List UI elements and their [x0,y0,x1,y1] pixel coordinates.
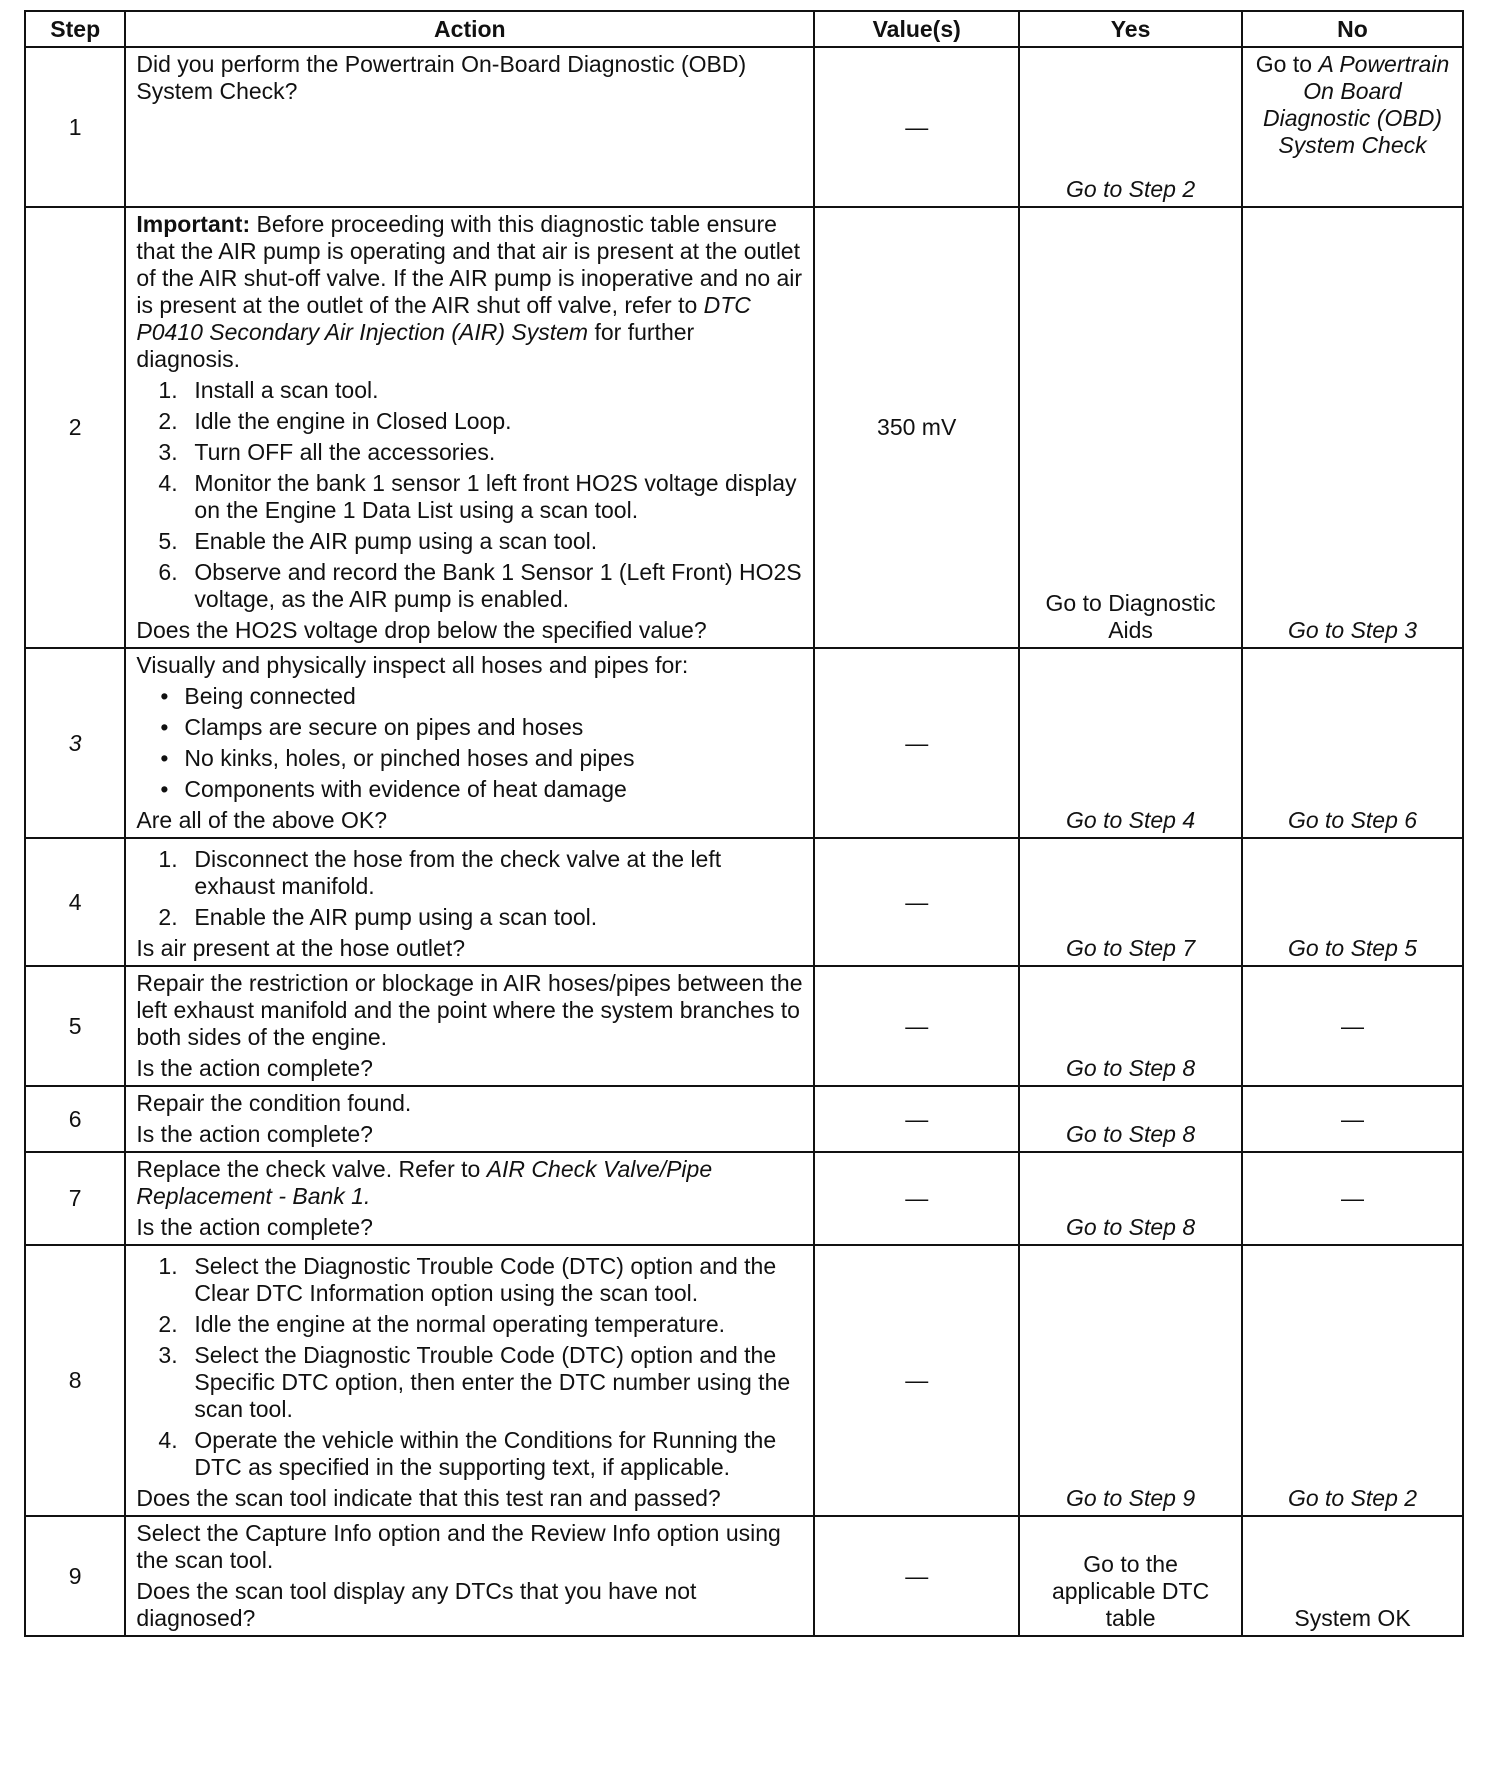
diagnostic-table-page [24,10,1464,1637]
question-text: Is the action complete? [136,1121,373,1147]
list-item [136,714,803,741]
list-item [136,1311,803,1338]
list-text: Select the Diagnostic Trouble Code (DTC) option and the Clear DTC Information option using the scan tool. [194,1253,777,1306]
important-note [136,211,803,373]
value-cell: — [814,1516,1019,1636]
no-link[interactable]: Go to Step 2 [1287,1485,1418,1511]
list-number: 2. [158,1311,178,1337]
value-cell: 350 mV [814,207,1019,648]
question-text: Does the scan tool display any DTCs that you have not diagnosed? [136,1578,697,1631]
no-cell [1242,648,1463,838]
table-row [25,207,1463,648]
no-cell [1242,47,1463,207]
no-link[interactable]: A Powertrain On Board Diagnostic (OBD) System Check [1263,51,1450,158]
yes-link[interactable]: Go to Step 8 [1066,1055,1196,1081]
list-text: Enable the AIR pump using a scan tool. [194,528,598,554]
list-item [136,745,803,772]
question-text: Are all of the above OK? [136,807,388,833]
table-row [25,1086,1463,1152]
list-text: Observe and record the Bank 1 Sensor 1 (Left Front) HO2S voltage, as the AIR pump is enabled. [194,559,802,612]
list-item [136,904,803,931]
bullet-icon: • [160,745,169,771]
list-item [136,1253,803,1307]
question-text: Is the action complete? [136,1055,373,1081]
action-text: Did you perform the Powertrain On-Board Diagnostic (OBD) System Check? [136,51,747,104]
action-cell [125,207,814,648]
list-item [136,377,803,404]
list-text: Disconnect the hose from the check valve at the left exhaust manifold. [194,846,722,899]
list-item [136,846,803,900]
yes-cell [1019,1086,1242,1152]
yes-cell [1019,838,1242,966]
yes-cell [1019,47,1242,207]
yes-cell [1019,648,1242,838]
list-item [136,470,803,524]
list-text: Install a scan tool. [194,377,379,403]
list-number: 4. [158,1427,178,1453]
action-cell [125,966,814,1086]
yes-link[interactable]: Go to Step 2 [1066,176,1196,202]
action-cell [125,1516,814,1636]
list-item [136,439,803,466]
step-number: 3 [25,648,125,838]
action-text: Select the Capture Info option and the Review Info option using the scan tool. [136,1520,781,1573]
diagnostic-table [24,10,1464,1637]
action-cell [125,1152,814,1245]
procedure-list [136,846,803,931]
yes-link[interactable]: Go to Step 8 [1066,1121,1196,1147]
important-text: Before proceeding with this diagnostic table ensure that the AIR pump is operating and that air is present at the outlet of the AIR shut-off valve. If the AIR pump is inoperative and no air is present at the outlet of the AIR shut off valve, refer to [136,211,803,318]
no-cell: — [1242,1152,1463,1245]
question-text: Is the action complete? [136,1214,373,1240]
action-text: Repair the restriction or blockage in AIR hoses/pipes between the left exhaust manifold and the point where the system branches to both sides of the engine. [136,970,803,1050]
action-text: Repair the condition found. [136,1090,412,1116]
header-action: Action [125,11,814,47]
no-link[interactable]: Go to Step 6 [1287,807,1418,833]
table-row [25,47,1463,207]
action-text: Visually and physically inspect all hoses and pipes for: [136,652,689,678]
header-no: No [1242,11,1463,47]
yes-link[interactable]: Go to Step 7 [1066,935,1196,961]
bullet-icon: • [160,776,169,802]
list-text: Enable the AIR pump using a scan tool. [194,904,598,930]
procedure-list [136,1253,803,1481]
step-number: 2 [25,207,125,648]
no-cell [1242,838,1463,966]
bullet-icon: • [160,683,169,709]
list-number: 1. [158,846,178,872]
list-text: Operate the vehicle within the Conditions for Running the DTC as specified in the supporting text, if applicable. [194,1427,777,1480]
list-item [136,1342,803,1423]
header-row [25,11,1463,47]
list-text: Monitor the bank 1 sensor 1 left front HO2S voltage display on the Engine 1 Data List using a scan tool. [194,470,797,523]
list-number: 1. [158,377,178,403]
table-row [25,838,1463,966]
value-cell: — [814,966,1019,1086]
list-item [136,683,803,710]
header-step: Step [25,11,125,47]
action-text [136,1156,803,1210]
list-text: Select the Diagnostic Trouble Code (DTC) option and the Specific DTC option, then enter the DTC number using the scan tool. [194,1342,791,1422]
no-cell: — [1242,1086,1463,1152]
action-prefix: Replace the check valve. Refer to [136,1156,487,1182]
procedure-list [136,377,803,613]
no-cell: — [1242,966,1463,1086]
bullet-icon: • [160,714,169,740]
step-number: 9 [25,1516,125,1636]
header-yes: Yes [1019,11,1242,47]
list-text: Components with evidence of heat damage [184,776,627,802]
yes-cell [1019,1516,1242,1636]
list-item [136,776,803,803]
step-number: 8 [25,1245,125,1516]
action-cell [125,47,814,207]
action-cell [125,1086,814,1152]
table-row [25,1245,1463,1516]
question-text: Does the scan tool indicate that this test ran and passed? [136,1485,721,1511]
question-text: Does the HO2S voltage drop below the specified value? [136,617,707,643]
list-number: 3. [158,1342,178,1368]
yes-cell [1019,207,1242,648]
action-cell [125,838,814,966]
no-link[interactable]: Go to Step 5 [1287,935,1418,961]
list-number: 3. [158,439,178,465]
important-label: Important: [136,211,251,237]
yes-cell [1019,966,1242,1086]
list-item [136,408,803,435]
no-prefix: Go to [1255,51,1319,77]
value-cell: — [814,1245,1019,1516]
list-text: Idle the engine at the normal operating temperature. [194,1311,726,1337]
yes-link[interactable]: Go to the applicable DTC table [1051,1551,1210,1631]
list-text: Clamps are secure on pipes and hoses [184,714,584,740]
list-number: 6. [158,559,178,585]
value-cell: — [814,1086,1019,1152]
step-number: 1 [25,47,125,207]
list-number: 1. [158,1253,178,1279]
inspection-list [136,683,803,803]
list-number: 4. [158,470,178,496]
list-item [136,1427,803,1481]
important-tail: for further diagnosis. [136,319,695,372]
list-item [136,528,803,555]
step-number: 4 [25,838,125,966]
list-number: 2. [158,904,178,930]
list-item [136,559,803,613]
important-link[interactable]: DTC P0410 Secondary Air Injection (AIR) System [136,292,751,345]
question-text: Is air present at the hose outlet? [136,935,465,961]
table-row [25,966,1463,1086]
no-cell [1242,1245,1463,1516]
list-number: 2. [158,408,178,434]
value-cell: — [814,648,1019,838]
no-cell: System OK [1242,1516,1463,1636]
table-row [25,1516,1463,1636]
yes-link[interactable]: Go to Step 8 [1066,1214,1196,1240]
value-cell: — [814,1152,1019,1245]
step-number: 7 [25,1152,125,1245]
procedure-link[interactable]: AIR Check Valve/Pipe Replacement - Bank 1. [136,1156,713,1209]
value-cell: — [814,47,1019,207]
step-number: 5 [25,966,125,1086]
no-link[interactable]: Go to Step 3 [1287,617,1418,643]
step-number: 6 [25,1086,125,1152]
table-row [25,1152,1463,1245]
action-cell [125,648,814,838]
list-text: Idle the engine in Closed Loop. [194,408,512,434]
list-text: No kinks, holes, or pinched hoses and pipes [184,745,635,771]
header-value: Value(s) [814,11,1019,47]
no-cell [1242,207,1463,648]
yes-cell [1019,1152,1242,1245]
action-cell [125,1245,814,1516]
list-text: Being connected [184,683,356,709]
list-number: 5. [158,528,178,554]
yes-cell [1019,1245,1242,1516]
table-row [25,648,1463,838]
list-text: Turn OFF all the accessories. [194,439,496,465]
value-cell: — [814,838,1019,966]
yes-link[interactable]: Go to Diagnostic Aids [1045,590,1216,643]
yes-link[interactable]: Go to Step 9 [1066,1485,1196,1511]
yes-link[interactable]: Go to Step 4 [1066,807,1196,833]
